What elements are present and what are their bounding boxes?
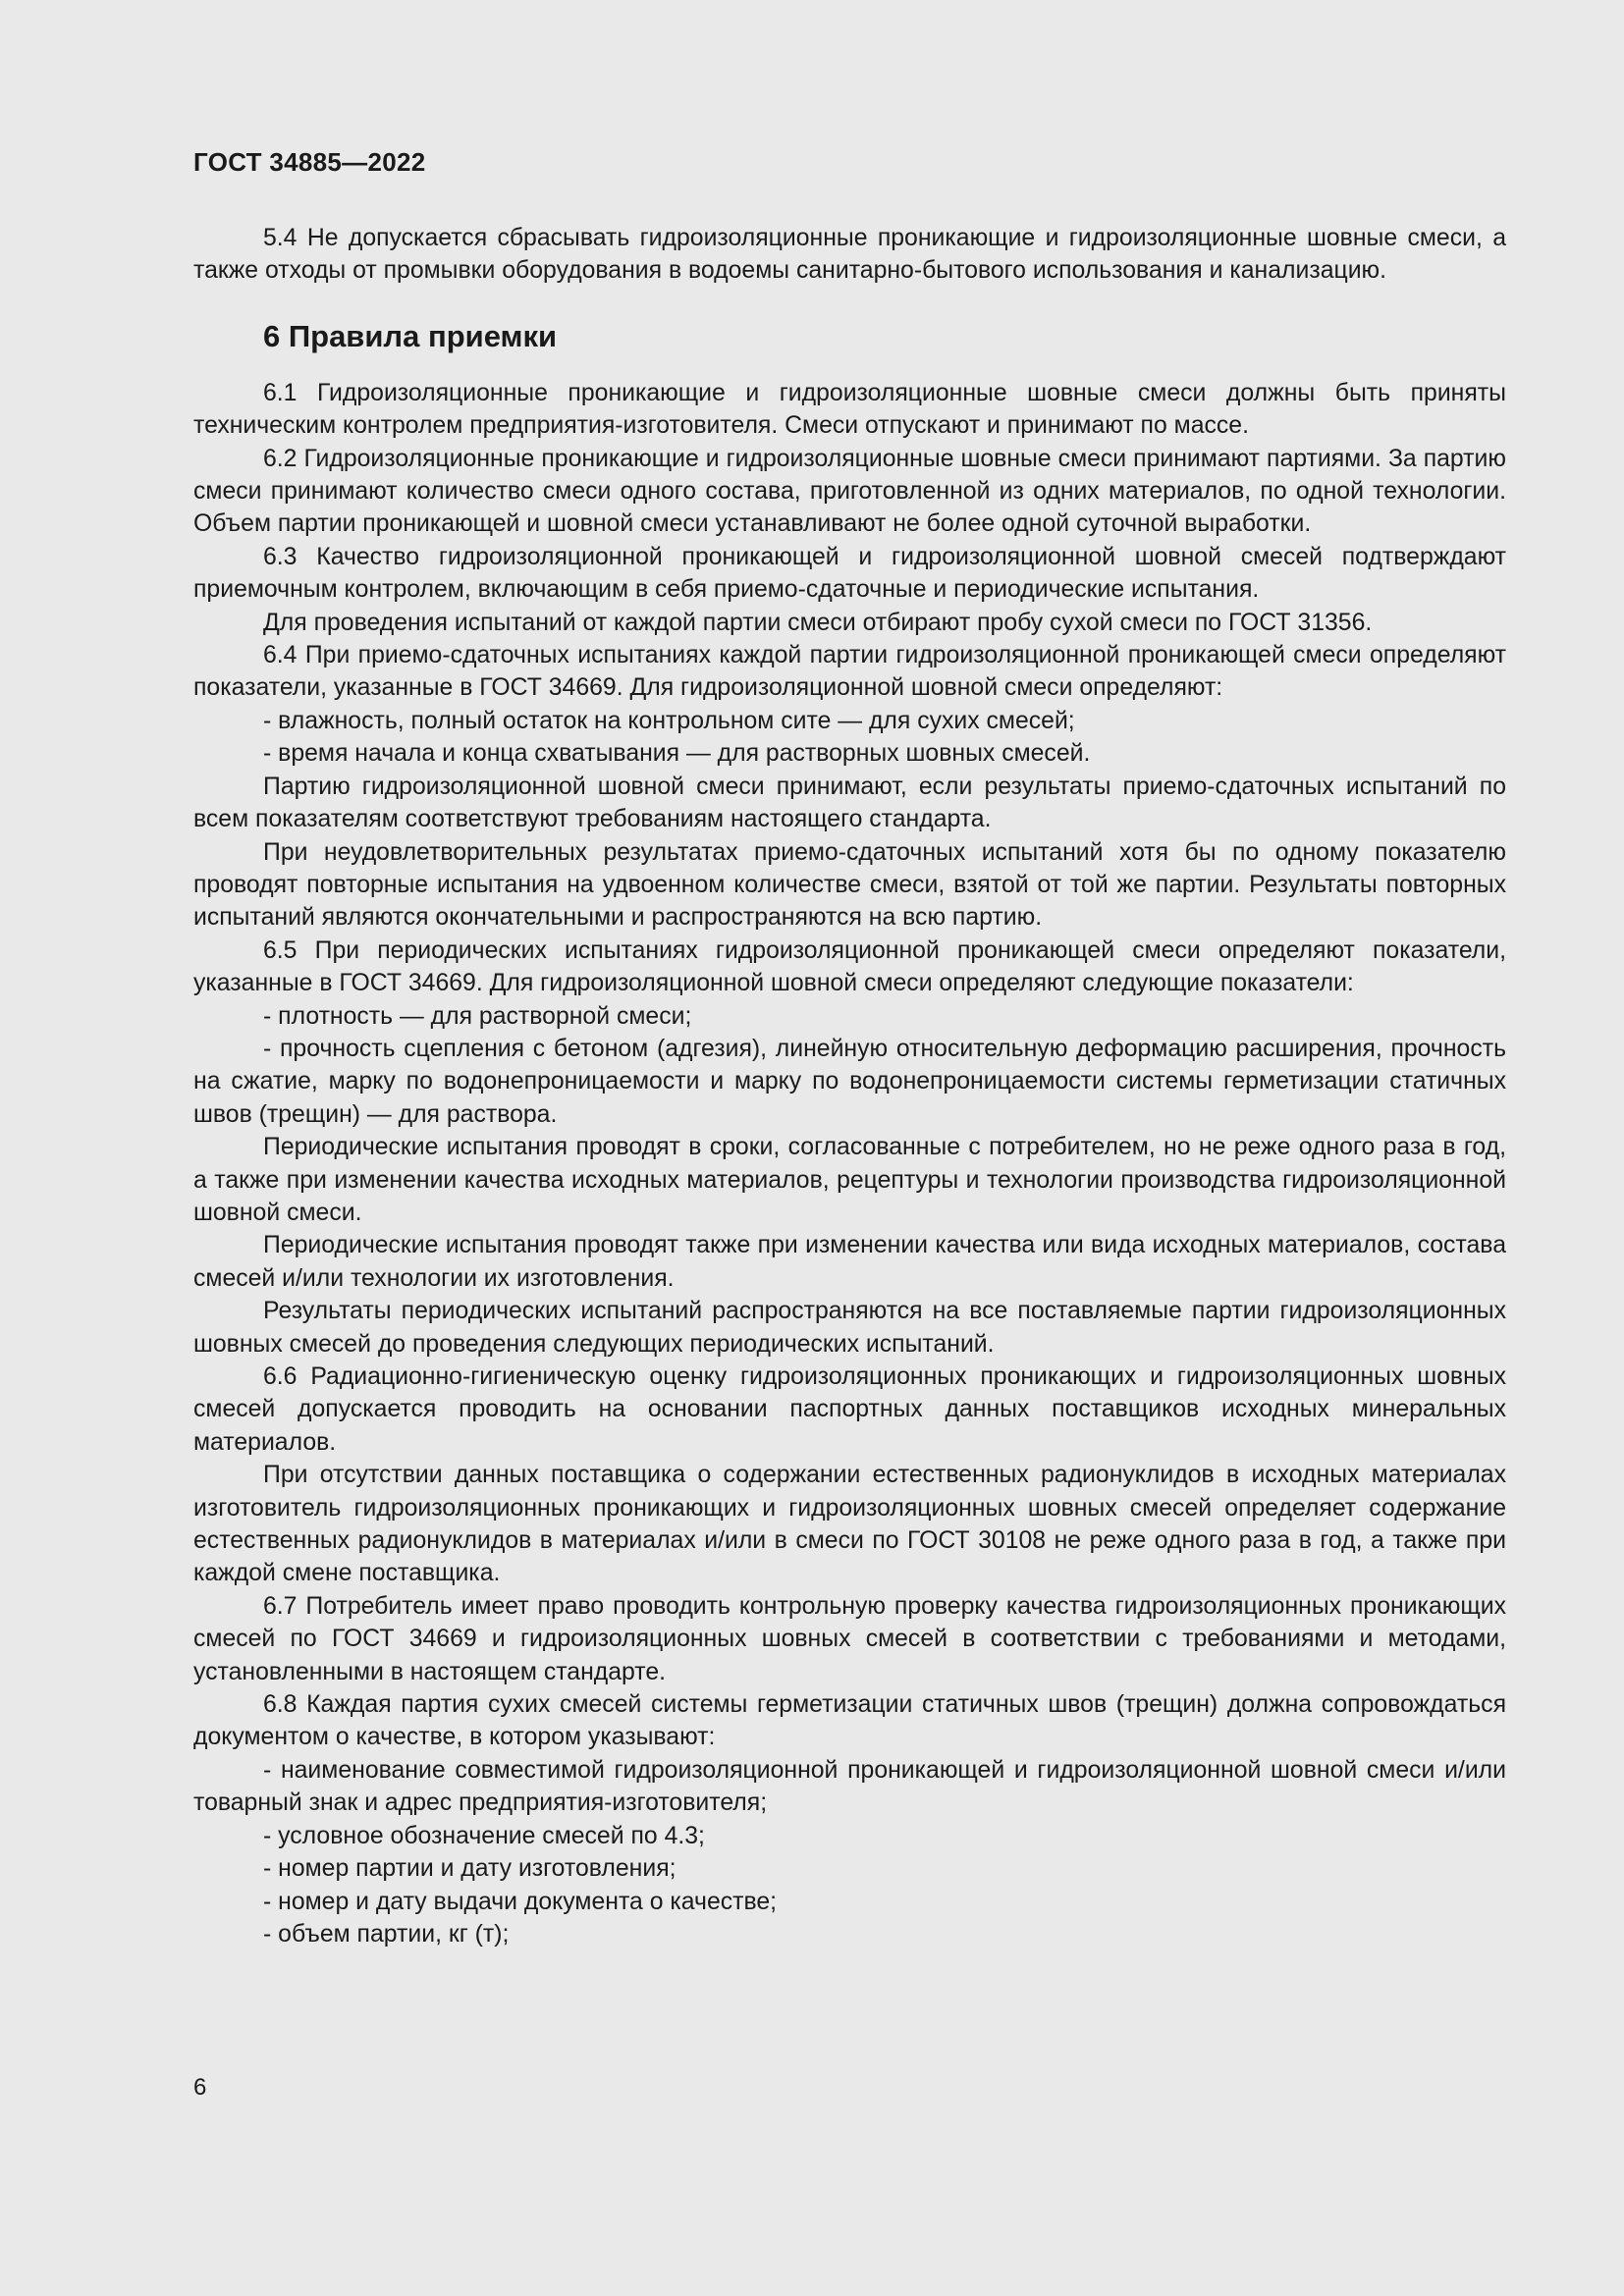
paragraph: Для проведения испытаний от каждой партии смеси отбирают пробу сухой смеси по ГОСТ 31356. [263, 609, 1373, 636]
paragraph: 6.6 Радиационно-гигиеническую оценку гидроизоляционных проникающих и гидроизоляционных шовных смесей допускается проводить на основании паспортных данных поставщиков исходных минеральных материалов. [193, 1363, 1506, 1456]
paragraph: 6.3 Качество гидроизоляционной проникающей и гидроизоляционной шовной смесей подтверждают приемочным контролем, включающим в себя приемо-сдаточные и периодические испытания. [193, 543, 1506, 604]
paragraph: Периодические испытания проводят в сроки, согласованные с потребителем, но не реже одного раза в год, а также при изменении качества исходных материалов, рецептуры и технологии производства гидроизоляционной шовной смеси. [193, 1134, 1506, 1226]
section-title: 6 Правила приемки [263, 318, 558, 353]
paragraph: - влажность, полный остаток на контрольном сите — для сухих смесей; [263, 707, 1075, 734]
paragraph: 6.7 Потребитель имеет право проводить контрольную проверку качества гидроизоляционных проникающих смесей по ГОСТ 34669 и гидроизоляционных шовных смесей в соответствии с требованиями и методами, установленными в настоящем стандарте. [193, 1592, 1506, 1685]
paragraph: 6.1 Гидроизоляционные проникающие и гидроизоляционные шовные смеси должны быть приняты техническим контролем предприятия-изготовителя. Смеси отпускают и принимают по массе. [193, 379, 1506, 440]
page-number: 6 [193, 2074, 207, 2101]
paragraph: - номер и дату выдачи документа о качестве; [263, 1888, 778, 1915]
paragraph: 6.5 При периодических испытаниях гидроизоляционной проникающей смеси определяют показатели, указанные в ГОСТ 34669. Для гидроизоляционной шовной смеси определяют следующие показатели: [193, 936, 1506, 997]
document-header: ГОСТ 34885—2022 [193, 147, 426, 177]
paragraph: 6.2 Гидроизоляционные проникающие и гидроизоляционные шовные смеси принимают партиями. За партию смеси принимают количество смеси одного состава, приготовленной из одних материалов, по одной технологии. Объем партии проникающей и шовной смеси устанавливают не более одной суточной выработки. [193, 445, 1506, 538]
paragraph: - время начала и конца схватывания — для растворных шовных смесей. [263, 740, 1091, 768]
paragraph: 6.4 При приемо-сдаточных испытаниях каждой партии гидроизоляционной проникающей смеси определяют показатели, указанные в ГОСТ 34669. Для гидроизоляционной шовной смеси определяют: [193, 642, 1506, 702]
paragraph: - номер партии и дату изготовления; [263, 1855, 677, 1883]
paragraph: Партию гидроизоляционной шовной смеси принимают, если результаты приемо-сдаточных испытаний по всем показателям соответствуют требованиям настоящего стандарта. [193, 773, 1506, 833]
paragraph: Периодические испытания проводят также при изменении качества или вида исходных материалов, состава смесей и/или технологии их изготовления. [193, 1232, 1506, 1292]
paragraph: - условное обозначение смесей по 4.3; [263, 1822, 705, 1849]
paragraph: 6.8 Каждая партия сухих смесей системы герметизации статичных швов (трещин) должна сопровождаться документом о качестве, в котором указывают: [193, 1691, 1506, 1751]
paragraph: При неудовлетворительных результатах приемо-сдаточных испытаний хотя бы по одному показателю проводят повторные испытания на удвоенном количестве смеси, взятой от той же партии. Результаты повторных испытаний являются окончательными и распространяются на всю партию. [193, 838, 1506, 932]
document-body [193, 222, 1506, 1950]
paragraph: - наименование совместимой гидроизоляционной проникающей и гидроизоляционной шовной смеси и/или товарный знак и адрес предприятия-изготовителя; [193, 1756, 1506, 1817]
paragraph: Результаты периодических испытаний распространяются на все поставляемые партии гидроизоляционных шовных смесей до проведения следующих периодических испытаний. [193, 1298, 1506, 1358]
paragraph: - объем партии, кг (т); [263, 1920, 510, 1948]
paragraph-5-4: 5.4 Не допускается сбрасывать гидроизоляционные проникающие и гидроизоляционные шовные смеси, а также отходы от промывки оборудования в водоемы санитарно-бытового использования и канализацию. [193, 225, 1506, 285]
paragraph: - прочность сцепления с бетоном (адгезия), линейную относительную деформацию расширения, прочность на сжатие, марку по водонепроницаемости и марку по водонепроницаемости системы герметизации статичных швов (трещин) — для раствора. [193, 1035, 1506, 1128]
paragraph: - плотность — для растворной смеси; [263, 1002, 692, 1030]
paragraph-list [193, 377, 1506, 1951]
paragraph: При отсутствии данных поставщика о содержании естественных радионуклидов в исходных материалах изготовитель гидроизоляционных проникающих и гидроизоляционных шовных смесей определяет содержание естественных радионуклидов в материалах и/или в смеси по ГОСТ 30108 не реже одного раза в год, а также при каждой смене поставщика. [193, 1462, 1506, 1587]
